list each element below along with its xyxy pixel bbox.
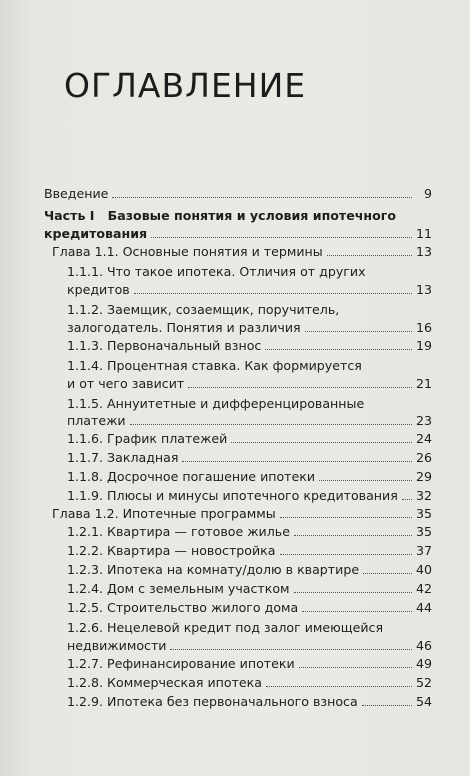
dot-leader <box>112 197 412 198</box>
toc-entry-1-1-8: 1.1.8. Досрочное погашение ипотеки 29 <box>67 469 432 484</box>
toc-entry-1-1-4: и от чего зависит 21 <box>67 376 432 391</box>
toc-entry-1-2-4: 1.2.4. Дом с земельным участком 42 <box>67 581 432 596</box>
toc-entry-1-2-2: 1.2.2. Квартира — новостройка 37 <box>67 543 432 558</box>
toc-entry-1-2-9: 1.2.9. Ипотека без первоначального взноса 54 <box>67 694 432 709</box>
toc-entry-1-1-9: 1.1.9. Плюсы и минусы ипотечного кредитования 32 <box>67 488 432 503</box>
toc-entry-chapter-1-1: Глава 1.1. Основные понятия и термины 13 <box>52 244 432 259</box>
dot-leader <box>265 349 412 350</box>
dot-leader <box>319 480 412 481</box>
toc-entry-1-1-4-line1: 1.1.4. Процентная ставка. Как формируется <box>67 358 362 373</box>
toc-entry-part1: кредитования 11 <box>44 226 432 241</box>
toc-entry-1-2-5: 1.2.5. Строительство жилого дома 44 <box>67 600 432 615</box>
dot-leader <box>134 293 412 294</box>
toc-entry-1-1-6: 1.1.6. График платежей 24 <box>67 431 432 446</box>
dot-leader <box>280 554 412 555</box>
dot-leader <box>266 686 412 687</box>
toc-entry-1-1-3: 1.1.3. Первоначальный взнос 19 <box>67 338 432 353</box>
toc-entry-1-1-1-line1: 1.1.1. Что такое ипотека. Отличия от других <box>67 264 366 279</box>
dot-leader <box>280 517 412 518</box>
dot-leader <box>170 649 411 650</box>
dot-leader <box>302 611 412 612</box>
toc-entry-1-1-2: залогодатель. Понятия и различия 16 <box>67 320 432 335</box>
toc-entry-1-1-2-line1: 1.1.2. Заемщик, созаемщик, поручитель, <box>67 302 340 317</box>
toc-entry-intro: Введение 9 <box>44 186 432 201</box>
toc-entry-1-2-7: 1.2.7. Рефинансирование ипотеки 49 <box>67 656 432 671</box>
dot-leader <box>182 461 412 462</box>
dot-leader <box>294 535 412 536</box>
dot-leader <box>362 705 412 706</box>
toc-entry-1-1-5-line1: 1.1.5. Аннуитетные и дифференцированные <box>67 396 365 411</box>
toc-entry-1-2-6-line1: 1.2.6. Нецелевой кредит под залог имеющейся <box>67 620 384 635</box>
toc-entry-1-2-3: 1.2.3. Ипотека на комнату/долю в квартире 40 <box>67 562 432 577</box>
dot-leader <box>305 331 412 332</box>
dot-leader <box>327 255 412 256</box>
page-title: ОГЛАВЛЕНИЕ <box>64 66 307 105</box>
toc-entry-1-1-7: 1.1.7. Закладная 26 <box>67 450 432 465</box>
dot-leader <box>294 592 412 593</box>
dot-leader <box>130 424 412 425</box>
toc-entry-chapter-1-2: Глава 1.2. Ипотечные программы 35 <box>52 506 432 521</box>
dot-leader <box>188 387 412 388</box>
toc-entry-1-2-1: 1.2.1. Квартира — готовое жилье 35 <box>67 524 432 539</box>
dot-leader <box>363 573 412 574</box>
dot-leader <box>299 667 412 668</box>
toc-entry-1-1-1: кредитов 13 <box>67 282 432 297</box>
toc-entry-part1-line1: Часть I Базовые понятия и условия ипотечного <box>44 208 396 223</box>
dot-leader <box>402 499 412 500</box>
dot-leader <box>231 442 412 443</box>
dot-leader <box>151 237 412 238</box>
toc-entry-1-2-8: 1.2.8. Коммерческая ипотека 52 <box>67 675 432 690</box>
toc-entry-1-2-6: недвижимости 46 <box>67 638 432 653</box>
toc-entry-1-1-5: платежи 23 <box>67 413 432 428</box>
